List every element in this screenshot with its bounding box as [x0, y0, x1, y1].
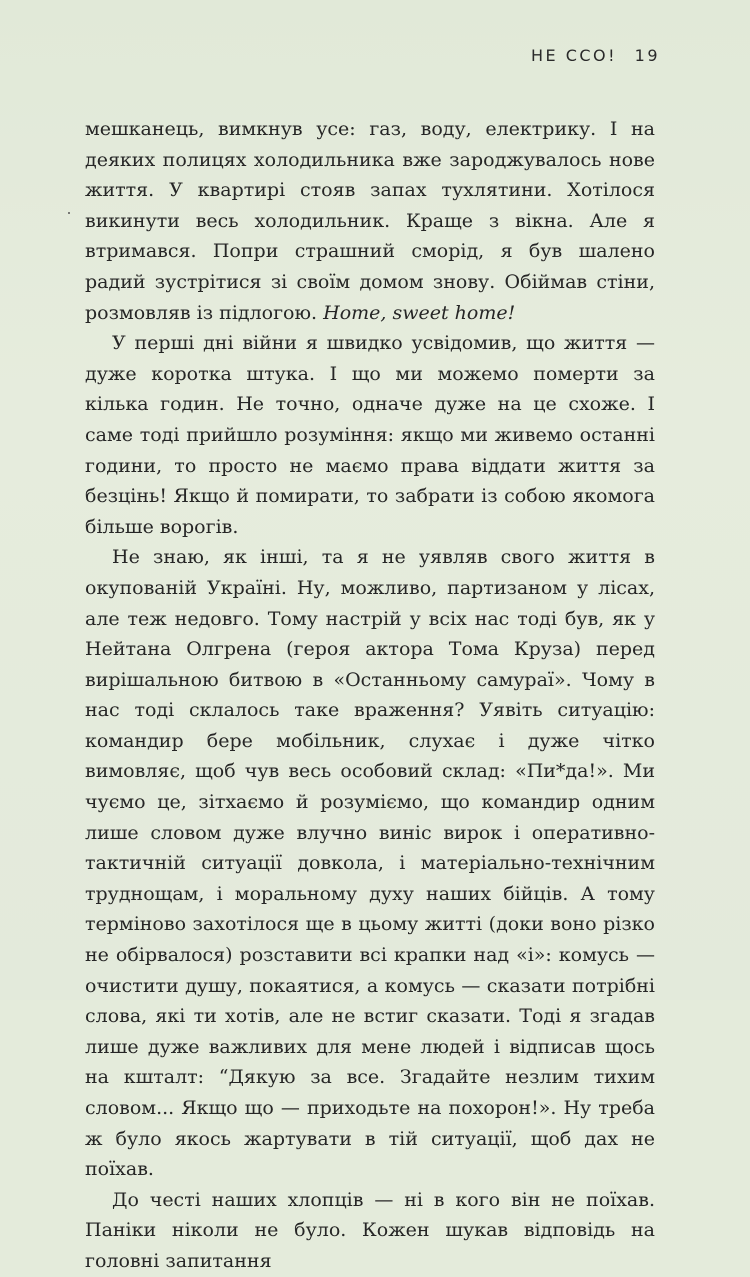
page-number: 19 — [634, 46, 660, 65]
paragraph-3: Не знаю, як інші, та я не уявляв свого життя в окупованій Україні. Ну, можливо, партизаном у лісах, але теж недовго. Тому настрій у всіх нас тоді був, як у Нейтана Олгрена (героя актора Тома Круза) перед вирішальною битвою в «Останньому самураї». Чому в нас тоді склалось таке враження? Уявіть ситуацію: командир бере мобільник, слухає і дуже чітко вимовляє, щоб чув весь особовий склад: «Пи*да!». Ми чуємо це, зітхаємо й розуміємо, що командир одним лише словом дуже влучно виніс вирок і оперативно-тактичній ситуації довкола, і матеріально-технічним труднощам, і моральному духу наших бійців. А тому терміново захотілося ще в цьому житті (доки воно різко не обірвалося) розставити всі крапки над «і»: комусь — очистити душу, покаятися, а комусь — сказати потрібні слова, які ти хотів, але не встиг сказати. Тоді я згадав лише дуже важливих для мене людей і відписав щось на кшталт: “Дякую за все. Згадайте незлим тихим словом... Якщо що — приходьте на похорон!». Ну треба ж було якось жартувати в тій ситуації, щоб дах не поїхав. — [85, 546, 655, 1181]
paragraph-1-text: мешканець, вимкнув усе: газ, воду, електрику. І на деяких полицях холодильника вже зароджувалось нове життя. У квартирі стояв запах тухлятини. Хотілося викинути весь холодильник. Краще з вікна. Але я втримався. Попри страшний сморід, я був шалено радий зустрітися зі своїм домом знову. Обіймав стіни, розмовляв із підлогою. — [85, 118, 655, 324]
running-head — [531, 46, 660, 65]
paragraph-2: У перші дні війни я швидко усвідомив, що життя — дуже коротка штука. І що ми можемо померти за кілька годин. Не точно, одначе дуже на це схоже. І саме тоді прийшло розуміння: якщо ми живемо останні години, то просто не маємо права віддати життя за безцінь! Якщо й помирати, то забрати із собою якомога більше ворогів. — [85, 332, 655, 538]
body-text — [85, 114, 655, 1277]
paragraph-1-italic: Home, sweet home! — [323, 301, 516, 324]
paragraph-4: До честі наших хлопців — ні в кого він не поїхав. Паніки ніколи не було. Кожен шукав відповідь на головні запитання — [85, 1188, 655, 1272]
paragraph-1 — [85, 114, 655, 328]
running-head-title: НЕ ССО! — [530, 46, 618, 65]
stray-mark — [68, 212, 70, 214]
